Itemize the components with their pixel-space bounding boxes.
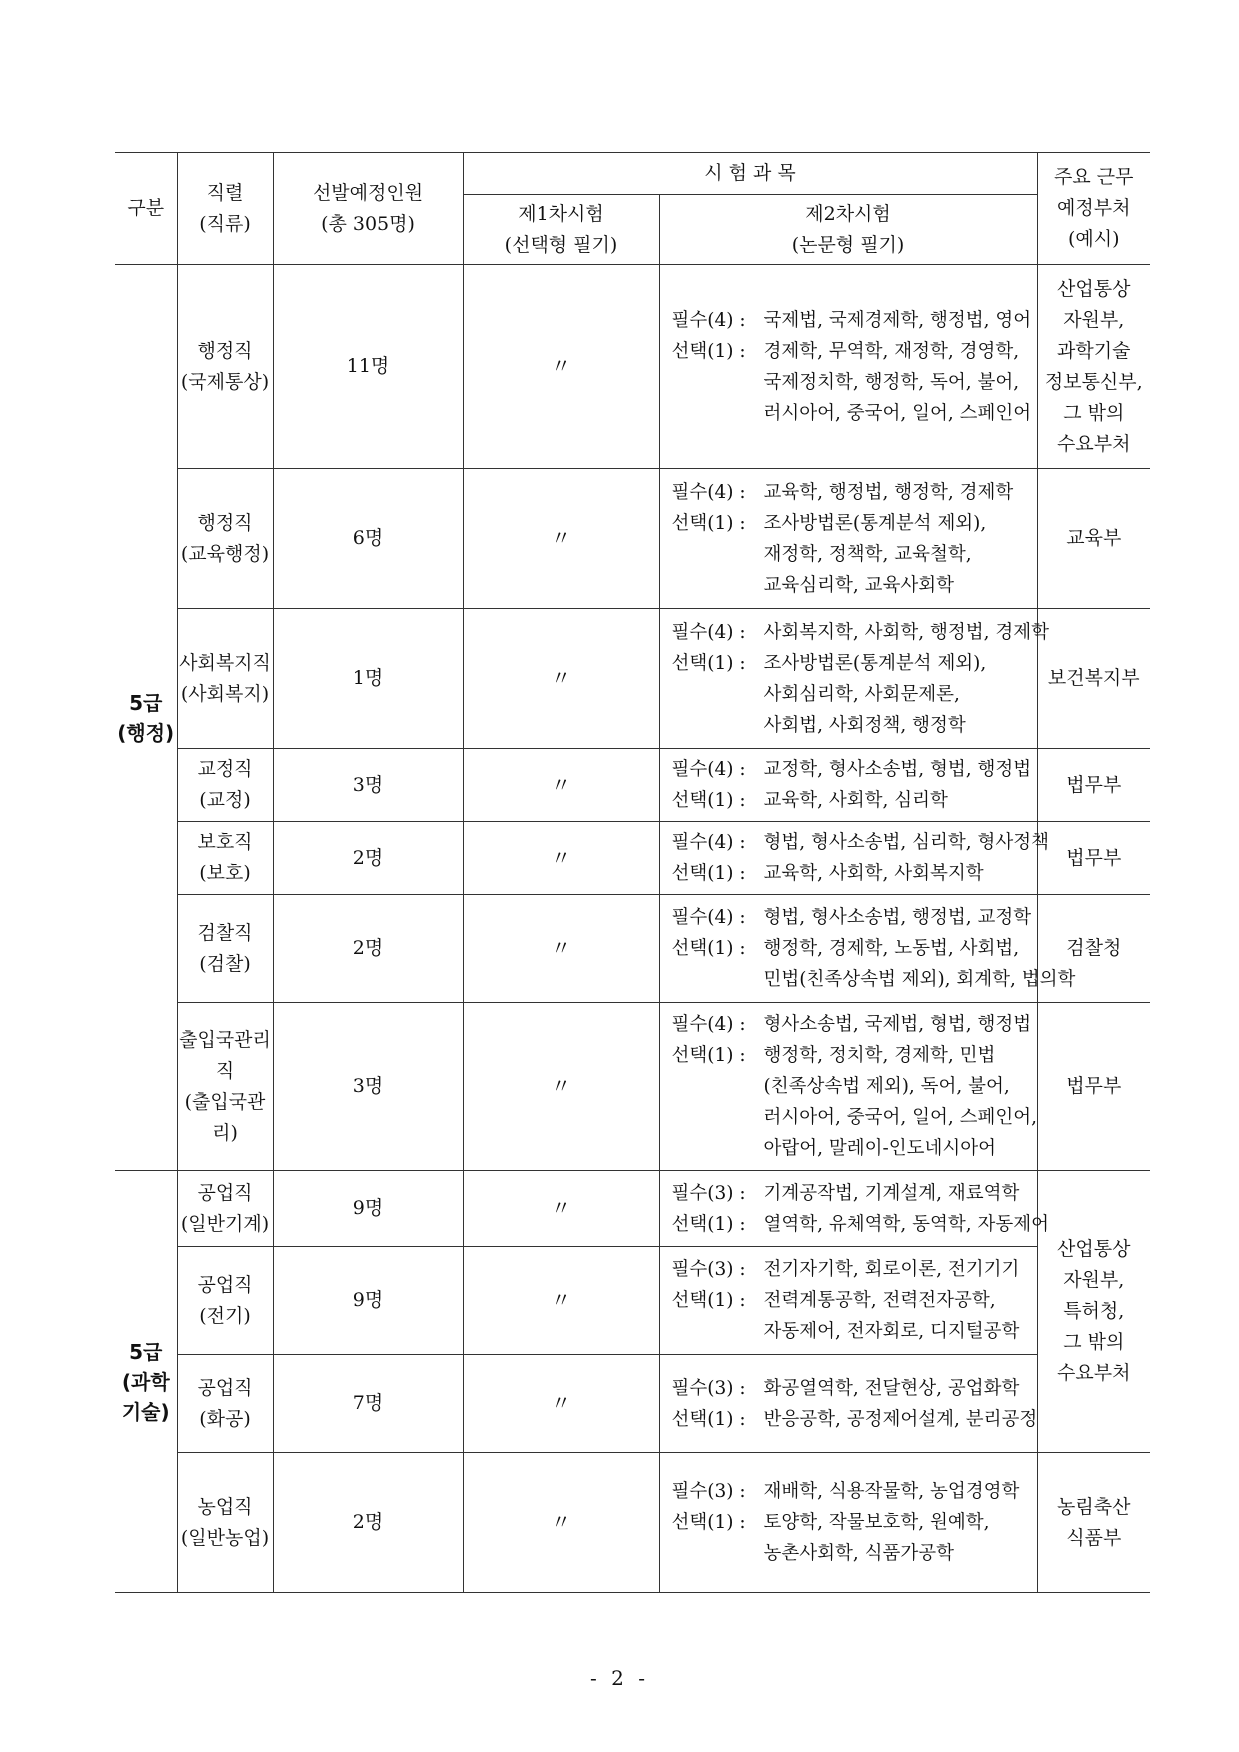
- ditto-mark: 〃: [551, 526, 571, 550]
- table-row: [115, 895, 1150, 1003]
- quota-cell: [273, 1453, 463, 1593]
- quota-cell: [273, 895, 463, 1003]
- required-line: [672, 305, 1035, 336]
- required-line: [671, 827, 1049, 858]
- dept-label: 법무부: [1066, 1075, 1122, 1097]
- first-exam-cell: [463, 749, 659, 822]
- quota-value: 9명: [352, 1197, 384, 1219]
- elective-subjects: 조사방법론(통계분석 제외), 사회심리학, 사회문제론, 사회법, 사회정책, 행정학: [763, 652, 987, 736]
- ditto-mark: 〃: [551, 1074, 571, 1098]
- position-label: 행정직 (국제통상): [180, 339, 270, 393]
- required-subjects: 형법, 형사소송법, 심리학, 형사정책: [763, 832, 1049, 853]
- elective-line: [671, 1209, 1049, 1240]
- position-label: 행정직 (교육행정): [180, 511, 270, 565]
- second-exam-cell: [659, 749, 1037, 822]
- position-label: 공업직 (일반기계): [180, 1181, 270, 1235]
- position-label: 검찰직 (검찰): [197, 921, 253, 975]
- grade-label: 5급 (행정): [117, 690, 175, 745]
- quota-value: 3명: [352, 773, 384, 796]
- ditto-mark: 〃: [551, 1196, 571, 1220]
- position-label: 공업직 (전기): [197, 1273, 253, 1327]
- second-exam-cell: [659, 1171, 1049, 1247]
- quota-cell: [273, 822, 463, 895]
- dept-label: 산업통상 자원부, 특허청, 그 밖의 수요부처: [1057, 1238, 1131, 1384]
- required-line: [672, 1476, 1035, 1507]
- table-row: [115, 265, 1150, 469]
- table-row: [115, 1247, 1150, 1355]
- table-row: [115, 469, 1150, 609]
- position-label: 사회복지직 (사회복지): [179, 651, 271, 705]
- required-subjects: 교육학, 행정법, 행정학, 경제학: [763, 481, 1014, 503]
- quota-value: 2명: [352, 1511, 384, 1533]
- position-label: 공업직 (화공): [197, 1376, 253, 1430]
- required-subjects: 재배학, 식용작물학, 농업경영학: [763, 1481, 1020, 1502]
- first-exam-cell: [463, 822, 659, 895]
- elective-line: [672, 785, 1035, 816]
- grade-label: 5급 (과학 기술): [121, 1339, 170, 1424]
- dept-label: 보건복지부: [1047, 667, 1140, 689]
- quota-cell: [273, 1171, 463, 1247]
- page-number: - 2 -: [590, 1666, 649, 1690]
- required-label: 필수(4) :: [671, 832, 746, 853]
- position-label: 농업직 (일반농업): [180, 1495, 270, 1549]
- quota-value: 2명: [352, 937, 384, 959]
- required-subjects: 기계공작법, 기계설계, 재료역학: [763, 1182, 1020, 1204]
- elective-line: [672, 1507, 1035, 1569]
- required-label: 필수(3) :: [671, 1481, 746, 1502]
- header-position: 직렬 (직류): [177, 153, 273, 265]
- ditto-mark: 〃: [551, 1510, 571, 1534]
- dept-cell: [1037, 822, 1150, 895]
- header-second-exam: 제2차시험 (논문형 필기): [659, 195, 1037, 265]
- required-line: [672, 754, 1035, 785]
- required-label: 필수(3) :: [671, 1182, 746, 1204]
- ditto-mark: 〃: [551, 936, 571, 960]
- header-category: 구분: [115, 153, 177, 265]
- header-dept: 주요 근무 예정부처 (예시): [1037, 153, 1150, 265]
- second-exam-cell: [659, 1453, 1037, 1593]
- position-cell: [177, 1453, 273, 1593]
- position-cell: [177, 1247, 273, 1355]
- position-label: 교정직 (교정): [197, 758, 253, 811]
- second-exam-cell: [659, 609, 1049, 749]
- second-exam-cell: [659, 822, 1049, 895]
- dept-label: 농림축산 식품부: [1057, 1495, 1131, 1549]
- quota-cell: [273, 469, 463, 609]
- required-label: 필수(3) :: [671, 1259, 746, 1280]
- required-label: 필수(4) :: [671, 481, 746, 503]
- elective-line: [671, 1404, 1038, 1435]
- required-subjects: 사회복지학, 사회학, 행정법, 경제학: [763, 621, 1049, 643]
- elective-subjects: 경제학, 무역학, 재정학, 경영학, 국제정치학, 행정학, 독어, 불어, 러시아어, 중국어, 일어, 스페인어: [763, 340, 1032, 424]
- required-line: [672, 1178, 1035, 1209]
- first-exam-cell: [463, 1247, 659, 1355]
- required-subjects: 화공열역학, 전달현상, 공업화학: [763, 1377, 1020, 1399]
- elective-label: 선택(1) :: [671, 1213, 746, 1235]
- ditto-mark: 〃: [551, 772, 571, 797]
- required-line: [672, 1373, 1035, 1404]
- elective-subjects: 토양학, 작물보호학, 원예학, 농촌사회학, 식품가공학: [763, 1512, 990, 1564]
- elective-subjects: 교육학, 사회학, 사회복지학: [763, 863, 984, 884]
- quota-value: 6명: [352, 527, 384, 549]
- first-exam-cell: [463, 609, 659, 749]
- required-line: [672, 477, 1035, 508]
- position-label: 출입국관리직 (출입국관리): [179, 1028, 271, 1144]
- table-row: [115, 1355, 1150, 1453]
- required-line: [672, 1009, 1035, 1040]
- position-cell: [177, 1355, 273, 1453]
- elective-label: 선택(1) :: [671, 1512, 746, 1533]
- required-subjects: 교정학, 형사소송법, 형법, 행정법: [763, 759, 1032, 780]
- table-row: [115, 822, 1150, 895]
- quota-value: 1명: [352, 667, 384, 689]
- ditto-mark: 〃: [551, 354, 571, 378]
- elective-label: 선택(1) :: [671, 1045, 746, 1066]
- required-label: 필수(4) :: [671, 309, 746, 331]
- quota-cell: [273, 1355, 463, 1453]
- table-row: [115, 1171, 1150, 1247]
- elective-line: [671, 933, 1076, 995]
- first-exam-cell: [463, 469, 659, 609]
- dept-cell: [1037, 469, 1150, 609]
- quota-cell: [273, 1003, 463, 1171]
- required-label: 필수(4) :: [671, 621, 746, 643]
- position-cell: [177, 469, 273, 609]
- required-subjects: 형사소송법, 국제법, 형법, 행정법: [763, 1014, 1032, 1035]
- dept-label: 법무부: [1066, 773, 1122, 796]
- grade-cell: [115, 265, 177, 1171]
- elective-subjects: 반응공학, 공정제어설계, 분리공정: [763, 1408, 1038, 1430]
- position-cell: [177, 1171, 273, 1247]
- dept-cell: [1037, 265, 1150, 469]
- elective-line: [672, 1285, 1035, 1347]
- required-subjects: 국제법, 국제경제학, 행정법, 영어: [763, 309, 1032, 331]
- quota-value: 11명: [346, 355, 390, 377]
- elective-line: [672, 1040, 1035, 1164]
- required-label: 필수(4) :: [671, 759, 746, 780]
- ditto-mark: 〃: [551, 1288, 571, 1312]
- table-row: [115, 609, 1150, 749]
- second-exam-cell: [659, 265, 1037, 469]
- first-exam-cell: [463, 1355, 659, 1453]
- quota-cell: [273, 749, 463, 822]
- elective-line: [672, 648, 1035, 741]
- quota-cell: [273, 1247, 463, 1355]
- dept-cell: [1037, 1453, 1150, 1593]
- elective-line: [672, 336, 1035, 429]
- position-label: 보호직 (보호): [197, 831, 253, 884]
- required-label: 필수(4) :: [671, 1014, 746, 1035]
- quota-value: 9명: [352, 1289, 384, 1311]
- first-exam-cell: [463, 265, 659, 469]
- elective-subjects: 열역학, 유체역학, 동역학, 자동제어: [763, 1213, 1049, 1235]
- dept-label: 검찰청: [1066, 937, 1122, 959]
- elective-label: 선택(1) :: [671, 512, 746, 534]
- ditto-mark: 〃: [551, 666, 571, 690]
- elective-label: 선택(1) :: [671, 1290, 746, 1311]
- dept-label: 산업통상 자원부, 과학기술 정보통신부, 그 밖의 수요부처: [1044, 277, 1143, 455]
- required-line: [672, 902, 1035, 933]
- table-row: [115, 1453, 1150, 1593]
- required-subjects: 전기자기학, 회로이론, 전기기기: [763, 1259, 1020, 1280]
- dept-cell: [1037, 1171, 1150, 1453]
- position-cell: [177, 749, 273, 822]
- quota-cell: [273, 265, 463, 469]
- first-exam-cell: [463, 1171, 659, 1247]
- first-exam-cell: [463, 1453, 659, 1593]
- elective-label: 선택(1) :: [671, 790, 746, 811]
- second-exam-cell: [659, 469, 1037, 609]
- required-line: [672, 1254, 1035, 1285]
- ditto-mark: 〃: [551, 845, 571, 870]
- elective-line: [672, 508, 1035, 601]
- elective-label: 선택(1) :: [671, 1408, 746, 1430]
- dept-cell: [1037, 609, 1150, 749]
- required-line: [671, 617, 1049, 648]
- quota-value: 7명: [352, 1392, 384, 1414]
- ditto-mark: 〃: [551, 1391, 571, 1415]
- table-row: [115, 1003, 1150, 1171]
- header-quota: 선발예정인원 (총 305명): [273, 153, 463, 265]
- elective-subjects: 행정학, 경제학, 노동법, 사회법, 민법(친족상속법 제외), 회계학, 법의학: [763, 938, 1076, 990]
- elective-line: [672, 858, 1035, 889]
- first-exam-cell: [463, 1003, 659, 1171]
- elective-subjects: 전력계통공학, 전력전자공학, 자동제어, 전자회로, 디지털공학: [763, 1290, 1020, 1342]
- elective-subjects: 조사방법론(통계분석 제외), 재정학, 정책학, 교육철학, 교육심리학, 교육사회학: [763, 512, 987, 596]
- grade-cell: [115, 1171, 177, 1593]
- elective-label: 선택(1) :: [671, 863, 746, 884]
- second-exam-cell: [659, 895, 1076, 1003]
- dept-cell: [1037, 749, 1150, 822]
- position-cell: [177, 265, 273, 469]
- dept-cell: [1037, 1003, 1150, 1171]
- required-label: 필수(4) :: [671, 907, 746, 928]
- elective-label: 선택(1) :: [671, 340, 746, 362]
- elective-subjects: 교육학, 사회학, 심리학: [763, 790, 948, 811]
- required-subjects: 형법, 형사소송법, 행정법, 교정학: [763, 907, 1032, 928]
- elective-label: 선택(1) :: [671, 938, 746, 959]
- quota-value: 2명: [352, 846, 384, 869]
- position-cell: [177, 895, 273, 1003]
- first-exam-cell: [463, 895, 659, 1003]
- second-exam-cell: [659, 1003, 1037, 1171]
- table-row: [115, 749, 1150, 822]
- header-subjects: 시 험 과 목: [463, 153, 1037, 195]
- recruitment-table: [115, 152, 1150, 1593]
- position-cell: [177, 822, 273, 895]
- quota-cell: [273, 609, 463, 749]
- position-cell: [177, 609, 273, 749]
- dept-label: 교육부: [1066, 527, 1122, 549]
- elective-subjects: 행정학, 정치학, 경제학, 민법 (친족상속법 제외), 독어, 불어, 러시아어, 중국어, 일어, 스페인어, 아랍어, 말레이-인도네시아어: [763, 1045, 1037, 1159]
- required-label: 필수(3) :: [671, 1377, 746, 1399]
- second-exam-cell: [659, 1247, 1037, 1355]
- header-first-exam: 제1차시험 (선택형 필기): [463, 195, 659, 265]
- second-exam-cell: [659, 1355, 1037, 1453]
- dept-label: 법무부: [1066, 846, 1122, 869]
- quota-value: 3명: [352, 1075, 384, 1097]
- elective-label: 선택(1) :: [671, 652, 746, 674]
- position-cell: [177, 1003, 273, 1171]
